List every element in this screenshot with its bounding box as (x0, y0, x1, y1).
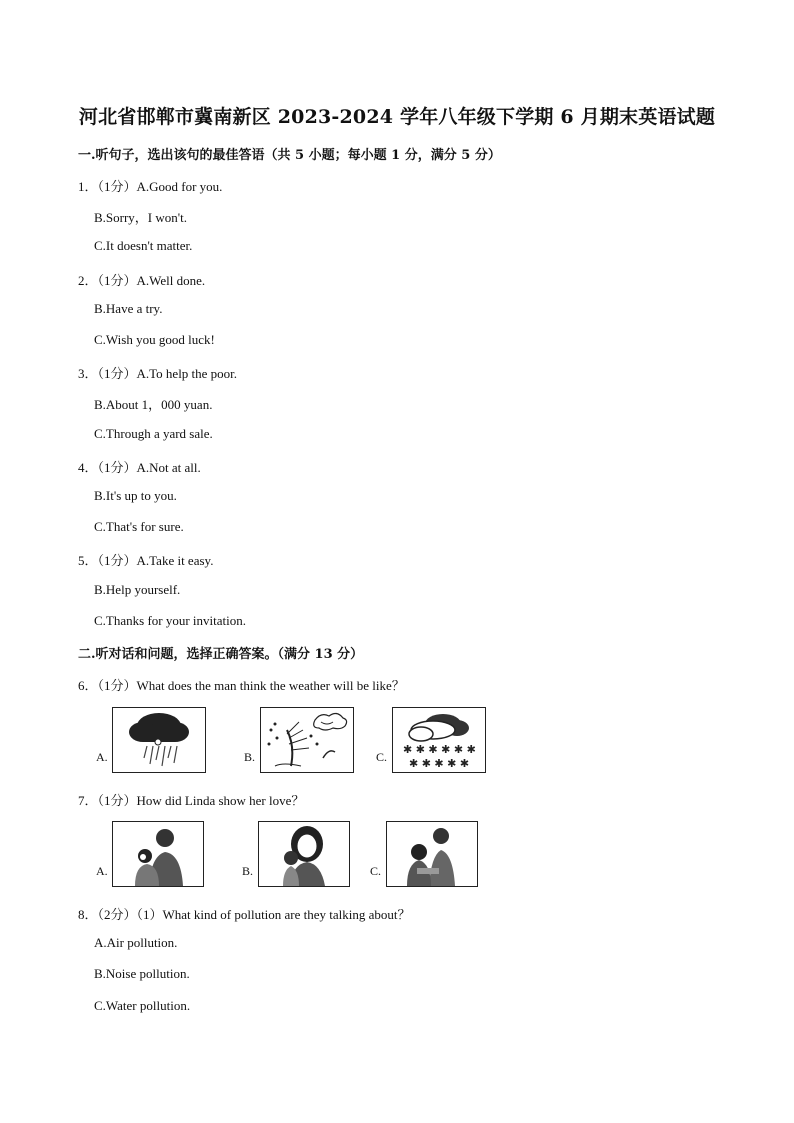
question-6-images (94, 706, 714, 776)
question-1-stem: 1．（1分）A.Good for you. (78, 179, 223, 194)
question-4-stem: 4．（1分）A.Not at all. (78, 460, 201, 475)
question-7-label-a: A. (96, 864, 108, 878)
question-4-option-c: C.That's for sure. (94, 519, 184, 534)
question-8-stem: 8．（2分）（1）What kind of pollution are they talking about？ (78, 907, 411, 922)
question-8-option-c: C.Water pollution. (94, 998, 191, 1013)
question-6-label-b: B. (244, 750, 256, 764)
windy-tree-icon (260, 707, 354, 773)
mother-hug-picture (112, 821, 204, 887)
question-1-option-b: B.Sorry，I won't. (94, 210, 187, 225)
question-2-stem: 2．（1分）A.Well done. (78, 273, 206, 288)
father-daughter-picture (386, 821, 478, 887)
page-title: 河北省邯郸市冀南新区 2023-2024 学年八年级下学期 6 月期末英语试题 (78, 106, 716, 128)
question-5-option-c: C.Thanks for your invitation. (94, 613, 247, 628)
question-6-label-a: A. (96, 750, 108, 764)
section-2-heading: 二.听对话和问题，选择正确答案。（满分 13 分） (78, 647, 364, 662)
question-6-stem: 6．（1分）What does the man think the weather will be like？ (78, 678, 405, 693)
question-8-option-b: B.Noise pollution. (94, 966, 190, 981)
question-1-option-c: C.It doesn't matter. (94, 238, 193, 253)
question-3-stem: 3．（1分）A.To help the poor. (78, 366, 238, 381)
question-7-label-b: B. (242, 864, 254, 878)
svg-text:✱ ✱ ✱ ✱ ✱: ✱ ✱ ✱ ✱ ✱ (409, 757, 470, 770)
question-7-label-c: C. (370, 864, 382, 878)
rain-cloud-icon (112, 707, 206, 773)
question-7-images (94, 820, 714, 890)
mother-child-picture (258, 821, 350, 887)
question-2-option-c: C.Wish you good luck! (94, 332, 215, 347)
svg-text:✱ ✱ ✱ ✱ ✱ ✱: ✱ ✱ ✱ ✱ ✱ ✱ (403, 743, 476, 756)
question-3-option-b: B.About 1，000 yuan. (94, 397, 213, 412)
section-1-heading: 一.听句子，选出该句的最佳答语（共 5 小题；每小题 1 分，满分 5 分） (78, 148, 501, 163)
snow-cloud-icon (392, 707, 486, 773)
question-3-option-c: C.Through a yard sale. (94, 426, 213, 441)
question-5-option-b: B.Help yourself. (94, 582, 181, 597)
question-6-label-c: C. (376, 750, 388, 764)
question-7-stem: 7．（1分）How did Linda show her love？ (78, 793, 305, 808)
question-4-option-b: B.It's up to you. (94, 488, 177, 503)
question-5-stem: 5．（1分）A.Take it easy. (78, 553, 214, 568)
question-2-option-b: B.Have a try. (94, 301, 163, 316)
question-8-option-a: A.Air pollution. (94, 935, 178, 950)
